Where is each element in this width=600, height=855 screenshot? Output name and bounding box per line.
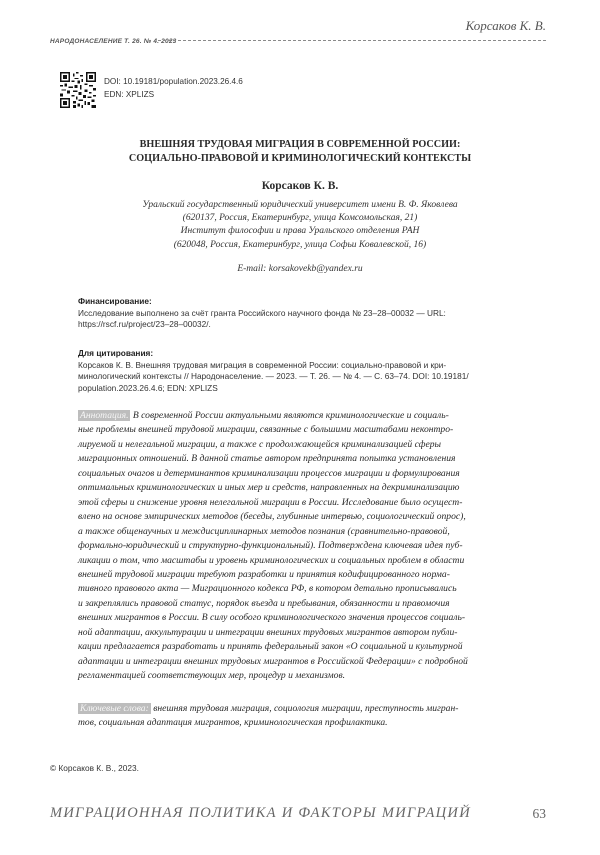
abstract-line: ные проблемы внешней трудовой миграции, связанные с большими масштабами неконтро- [78,424,454,436]
affiliation-line: (620137, Россия, Екатеринбург, улица Комсомольская, 21) [182,213,418,224]
abstract-first-line: В современной России актуальными являются криминологические и социаль- [132,410,449,421]
abstract-line: а также общенаучных и междисциплинарных методов познания (сравнительно-правовой, [78,525,450,537]
keywords-line [78,702,548,716]
keywords-first-line: внешняя трудовая миграция, социология миграции, преступность мигран- [153,703,459,714]
abstract-line [78,409,548,423]
citation-line: Корсаков К. В. Внешняя трудовая миграция в современной России: социально-правовой и кри- [78,359,447,370]
abstract-line: ной адаптации, аккультурации и интеграции внешних трудовых мигрантов автором публи- [78,626,458,638]
copyright-notice: © Корсаков К. В., 2023. [50,763,139,773]
doi-link[interactable]: DOI: 10.19181/population.2023.26.4.6 [104,77,243,86]
abstract-line: миграционных отношений. В данной статье автором предпринята попытка установления [78,453,456,465]
footer-section-title: МИГРАЦИОННАЯ ПОЛИТИКА И ФАКТОРЫ МИГРАЦИЙ [50,805,471,821]
abstract-label: Аннотация. [80,410,129,421]
funding-link[interactable]: https://rscf.ru/project/23–28–00032/. [78,319,211,330]
journal-reference: НАРОДОНАСЕЛЕНИЕ Т. 26. № 4. 2023 [50,38,177,45]
abstract-line: лируемой и нелегальной миграции, а также с продолжающейся криминализацией сферы [78,438,441,450]
page-number: 63 [532,806,546,821]
abstract-line: формально-юридический и структурно-функциональный). Подтверждена ключевая идея пуб- [78,540,463,552]
qr-code-icon [60,72,96,108]
citation-line: минологический контексты // Народонаселение. — 2023. — Т. 26. — № 4. — С. 63–74. DOI: 10.19181/ [78,371,469,382]
article-title [60,138,540,166]
affiliation-line: Уральский государственный юридический университет имени В. Ф. Яковлева [142,200,458,210]
abstract-line: тивного правового акта — Миграционного кодекса РФ, в котором детально прописывались [78,583,457,595]
affiliation-line: Институт философии и права Уральского отделения РАН [180,226,420,237]
abstract-line: внешней трудовой миграции требуют разработки и принятия кодифицированного норма- [78,568,450,580]
keywords-label: Ключевые слова: [80,703,149,714]
abstract-line: регламентацией соответствующих мер, процедур и механизмов. [78,670,346,682]
abstract-line: социальных очагов и детерминантов криминализации процессов миграции и формулирования [78,467,460,479]
abstract-line: внешних мигрантов в России. В силу особого криминологического значения процессов социаль- [78,612,466,624]
funding-block [78,296,546,331]
header-divider [158,40,546,41]
abstract-line: кации предлагается разработать и принять федеральный закон «О социальной и культурной [78,641,463,653]
abstract-line: влено на основе эмпирических методов (беседы, глубинные интервью, социологический опрос), [78,511,466,523]
author-email[interactable]: E-mail: korsakovekb@yandex.ru [237,264,363,274]
funding-line: Исследование выполнено за счёт гранта Российского научного фонда № 23–28–00032 — URL: [78,307,446,318]
affiliation-block [60,199,540,252]
title-line: СОЦИАЛЬНО-ПРАВОВОЙ И КРИМИНОЛОГИЧЕСКИЙ КОНТЕКСТЫ [128,153,472,164]
title-line: ВНЕШНЯЯ ТРУДОВАЯ МИГРАЦИЯ В СОВРЕМЕННОЙ РОССИИ: [139,139,461,150]
abstract-line: оптимальных криминологических и иных мер и средств, направленных на декриминализацию [78,482,460,494]
abstract-line: и закреплялись правовой статус, порядок въезда и пребывания, обязанности и правомочия [78,597,450,609]
abstract-line: этой сферы и снижение уровня нелегальной миграции в России. Исследование было осущест- [78,496,463,508]
abstract-line: ликации о том, что масштабы и уровень криминологических и социальных проблем в области [78,554,465,566]
abstract-line: адаптации и интеграции внешних трудовых мигрантов в Российской Федерации» с подробной [78,655,468,667]
funding-heading: Финансирование: [78,296,152,306]
citation-block [78,348,546,394]
affiliation-line: (620048, Россия, Екатеринбург, улица Софьи Ковалевской, 16) [173,239,427,250]
identifiers-block [104,76,243,101]
citation-line: population.2023.26.4.6; EDN: XPLIZS [78,382,218,393]
running-header-author: Корсаков К. В. [465,18,546,33]
keywords [78,702,548,731]
edn-code: EDN: XPLIZS [104,89,155,99]
citation-heading: Для цитирования: [78,348,154,358]
keywords-line: тов, социальная адаптация мигрантов, криминологическая профилактика. [78,717,388,729]
author-name: Корсаков К. В. [261,180,339,192]
abstract [78,409,548,684]
